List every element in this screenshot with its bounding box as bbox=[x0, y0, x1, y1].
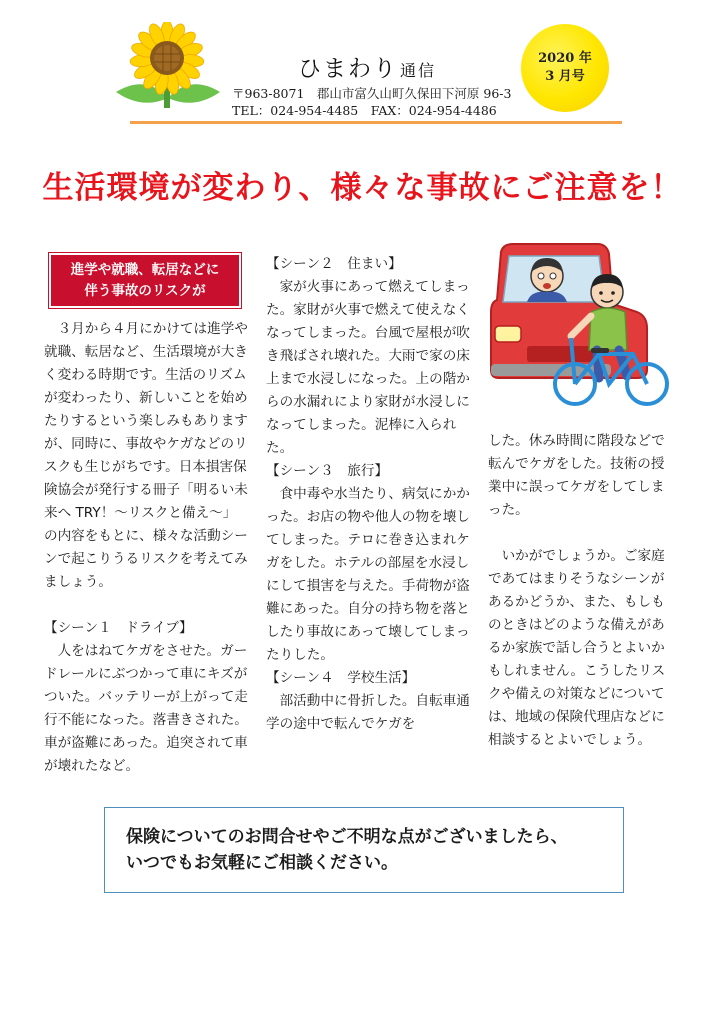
issue-date-badge bbox=[521, 24, 609, 112]
scene4-body-start: 部活動中に骨折した。自転車通学の途中で転んでケガを bbox=[266, 693, 470, 732]
sunflower-logo-icon bbox=[108, 22, 226, 114]
contact-line-1: 保険についてのお問合せやご不明な点がございましたら、 bbox=[126, 827, 568, 847]
issue-month: 3 月号 bbox=[545, 69, 585, 84]
newsletter-title-suffix: 通信 bbox=[400, 61, 437, 80]
article-column-3 bbox=[488, 430, 673, 752]
scene1-heading: 【シーン１ ドライブ】 bbox=[44, 620, 193, 636]
article-column-2 bbox=[266, 253, 471, 736]
intro-paragraph: ３月から４月にかけては進学や就職、転居など、生活環境が大きく変わる時期です。生活のリズムが変わったり、新しいことを始めたりするという楽しみもありますが、同時に、事故やケガなどのリスクも生じがちです。日本損害保険協会が発行する冊子「明るい未来へ TRY！～リスクと備え～」の内容をもとに、様々な活動シーンで起こりうるリスクを考えてみましょう。 bbox=[44, 321, 248, 590]
callout-line-2: 伴う事故のリスクが bbox=[84, 283, 206, 299]
car-bicycle-accident-illustration bbox=[487, 242, 673, 410]
scene3-body: 食中毒や水当たり、病気にかかった。お店の物や他人の物を壊してしまった。テロに巻き込まれケガをした。ホテルの部屋を水浸しにして損害を与えた。手荷物が盗難にあった。自分の持ち物を落としたり事故にあって壊してしまったりした。 bbox=[266, 486, 470, 663]
article-column-1 bbox=[44, 318, 249, 778]
newsletter-title: ひまわり 通信 bbox=[298, 56, 437, 82]
issue-year: 2020 年 bbox=[538, 51, 592, 66]
callout-box bbox=[49, 253, 241, 308]
scene1-body: 人をはねてケガをさせた。ガードレールにぶつかって車にキズがついた。バッテリーが上がって走行不能になった。落書きされた。車が盗難にあった。追突されて車が壊れたなど。 bbox=[44, 643, 248, 774]
scene3-heading: 【シーン３ 旅行】 bbox=[266, 463, 389, 479]
page-headline: 生活環境が変わり、様々な事故にご注意を！ bbox=[42, 170, 683, 206]
scene4-body-continued: した。休み時間に階段などで転んでケガをした。技術の授業中に誤ってケガをしてしまった。 bbox=[488, 433, 665, 518]
closing-paragraph: いかがでしょうか。ご家庭であてはまりそうなシーンがあるかどうか、また、もしものときはどのような備えがあるか家族で話し合うとよいかもしれません。こうしたリスクや備えの対策などについては、地域の保険代理店などに相談するとよいでしょう。 bbox=[488, 548, 666, 748]
address-line: 〒963-8071 郡山市富久山町久保田下河原 96-3 bbox=[232, 86, 512, 101]
contact-line-2: いつでもお気軽にご相談ください。 bbox=[126, 853, 398, 873]
scene2-body: 家が火事にあって燃えてしまった。家財が火事で燃えて使えなくなってしまった。台風で屋根が吹き飛ばされ壊れた。大雨で家の床上まで水浸しになった。上の階からの水漏れにより家財が水浸しになってしまった。泥棒に入られた。 bbox=[266, 279, 470, 456]
header-divider bbox=[130, 121, 622, 124]
callout-line-1: 進学や就職、転居などに bbox=[70, 262, 220, 278]
tel-fax-line: TEL：024-954-4485 FAX：024-954-4486 bbox=[232, 103, 497, 118]
scene2-heading: 【シーン２ 住まい】 bbox=[266, 256, 402, 272]
scene4-heading: 【シーン４ 学校生活】 bbox=[266, 670, 416, 686]
contact-notice-box bbox=[104, 807, 624, 893]
